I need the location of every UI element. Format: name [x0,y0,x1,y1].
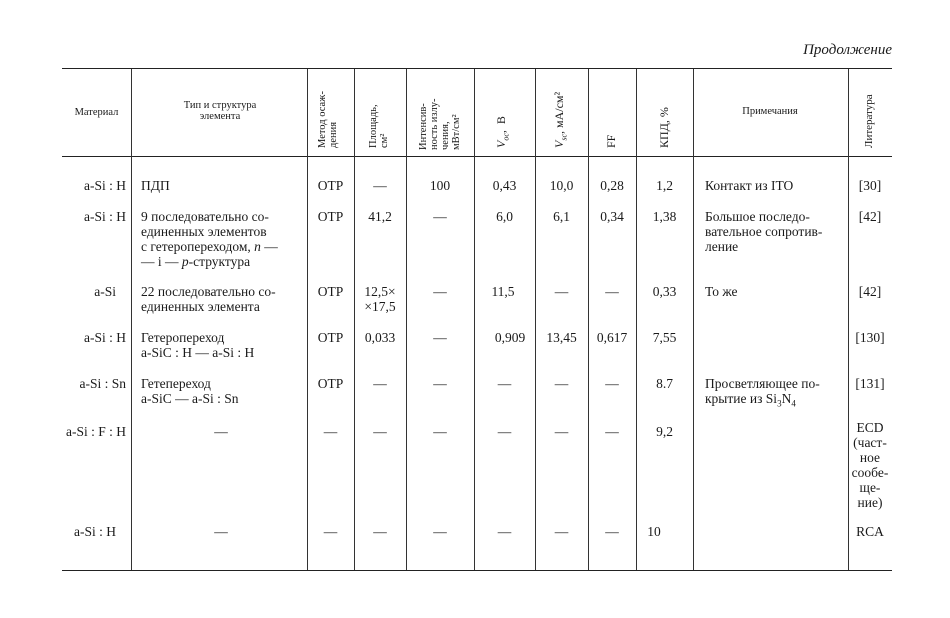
row2-type-line [141,254,278,269]
continued-label: Продолжение [803,42,892,58]
row3-area [354,284,406,314]
col-divider [406,69,407,570]
row2-notes-line: вательное сопротив- [705,224,823,239]
row2-type [141,209,278,269]
row2-ff: 0,34 [600,209,624,224]
row3-isc: — [554,284,569,299]
row5-notes-text: крытие из Si [705,391,778,406]
row5-voc: — [497,376,512,391]
row5-intensity: — [433,376,447,391]
header-material: Материал [74,107,119,118]
header-type-line: элемента [199,111,241,122]
row7-area: — [373,524,387,539]
header-intensity [418,98,462,150]
header-method-line: Метод осаж- [317,91,328,148]
header-vsc: $V_{sc}$, мА/см² [552,91,569,148]
row3-voc: 11,5 [491,284,515,299]
row5-notes-text: N [781,391,792,406]
row3-intensity: — [433,284,447,299]
row1-area: — [373,178,387,193]
header-ff: FF [604,134,618,148]
row2-type-line: 9 последовательно со- [141,209,269,224]
row5-type-line: Гетепереход [141,376,211,391]
bottom-rule [62,570,892,571]
row1-ff: 0,28 [600,178,624,193]
row7-material: a-Si : H [74,524,116,539]
col-divider [535,69,536,570]
row4-literature: [130] [855,330,885,345]
row1-efficiency: 1,2 [656,178,673,193]
row6-literature-line: ние) [857,495,883,510]
header-rule [62,156,892,157]
header-intensity-line: чения, [440,121,451,150]
row4-type [141,330,254,360]
header-area-line: Площадь, [368,104,379,148]
row3-notes: То же [705,284,738,299]
header-method-line: дения [328,121,339,148]
row7-efficiency: 10 [647,524,661,539]
header-area [368,104,390,148]
row2-type-text: с гетеропереходом, [141,239,255,254]
row5-type [141,376,239,406]
header-efficiency: КПД, % [657,107,671,148]
row1-isc: 10,0 [549,178,574,193]
row3-ff: — [605,284,619,299]
row6-literature-line: ное [859,450,881,465]
row5-ff: — [605,376,619,391]
row5-literature: [131] [855,376,885,391]
header-intensity-line: ность излу- [429,98,440,150]
col-divider [474,69,475,570]
row7-ff: — [605,524,619,539]
row2-material: a-Si : H [84,209,126,224]
row6-method: — [323,424,338,439]
row6-type: — [214,424,228,439]
row7-type: — [214,524,228,539]
row2-type-text: — i — [141,254,182,269]
row4-intensity: — [433,330,447,345]
row6-literature-line: ECD [856,420,884,435]
row3-method: ОТР [317,284,344,299]
row7-literature: RCA [856,524,884,539]
row4-voc: 0,909 [494,330,526,345]
row5-notes [705,376,820,412]
row2-intensity: — [433,209,447,224]
row2-isc: 6,1 [553,209,570,224]
row4-material: a-Si : H [84,330,126,345]
row2-type-text: p [181,254,189,269]
header-type-line: Тип и структура [183,100,257,111]
row5-method: ОТР [317,376,344,391]
row1-literature: [30] [858,178,882,193]
row5-material: a-Si : Sn [79,376,126,391]
row6-intensity: — [433,424,447,439]
row5-notes-text: 4 [791,398,796,409]
col-divider [693,69,694,570]
row5-notes-line: Просветляющее по- [705,376,820,391]
row5-type-line: a-SiC — a-Si : Sn [141,391,239,406]
header-notes: Примечания [742,106,798,117]
row6-literature-line: (част- [853,435,887,450]
col-divider [131,69,132,570]
row2-notes-line: Большое последо- [705,209,810,224]
top-rule [62,68,892,69]
row3-type [141,284,276,314]
row5-efficiency: 8.7 [656,376,673,391]
row2-notes [705,209,822,254]
header-method [317,91,339,148]
header-area-line: см² [379,133,390,148]
row5-area: — [373,376,387,391]
row6-literature-line: сообе- [851,465,889,480]
header-type [150,100,290,122]
row6-ff: — [605,424,619,439]
row4-type-line: a-SiC : H — a-Si : H [141,345,255,360]
row2-efficiency: 1,38 [652,209,677,224]
row4-type-line: Гетеропереход [141,330,225,345]
col-divider [588,69,589,570]
row2-voc: 6,0 [496,209,513,224]
row6-material: a-Si : F : H [65,424,126,439]
row6-literature [848,420,892,510]
row2-method: ОТР [317,209,344,224]
row3-efficiency: 0,33 [652,284,677,299]
col-divider [307,69,308,570]
row2-type-line: единенных элементов [141,224,267,239]
row3-type-line: единенных элемента [141,299,260,314]
row3-area-line: ×17,5 [364,299,396,314]
col-divider [354,69,355,570]
row6-voc: — [497,424,512,439]
row7-isc: — [554,524,569,539]
header-intensity-line: мВт/см² [451,114,462,150]
row2-type-line [141,239,278,254]
header-intensity-line: Интенсив- [418,103,429,150]
header-literature: Литература [863,94,875,148]
row1-method: ОТР [317,178,344,193]
row1-voc: 0,43 [492,178,517,193]
row5-notes-text: 3 [777,398,782,409]
row7-voc: — [497,524,512,539]
row3-type-line: 22 последовательно со- [141,284,276,299]
row1-material: a-Si : H [84,178,126,193]
row2-type-text: — [260,239,278,254]
row2-literature: [42] [858,209,882,224]
row7-intensity: — [433,524,447,539]
row4-area: 0,033 [364,330,396,345]
row6-isc: — [554,424,569,439]
row6-efficiency: 9,2 [656,424,673,439]
row4-method: ОТР [317,330,344,345]
row5-notes-line [705,391,820,412]
row1-intensity: 100 [429,178,451,193]
row5-isc: — [554,376,569,391]
row7-method: — [323,524,338,539]
row2-type-text: -структура [188,254,251,269]
row2-notes-line: ление [705,239,739,254]
row3-literature: [42] [858,284,882,299]
row4-ff: 0,617 [596,330,628,345]
row6-area: — [373,424,387,439]
row2-type-text: n [254,239,261,254]
col-divider [636,69,637,570]
row3-area-line: 12,5× [364,284,396,299]
row4-efficiency: 7,55 [652,330,677,345]
row1-notes: Контакт из ITO [705,178,794,193]
row6-literature-line: ще- [859,480,881,495]
row3-material: a-Si [94,284,116,299]
row2-area: 41,2 [368,209,392,224]
row1-type: ПДП [141,178,170,193]
header-voc: $V_{oc}$, В [494,116,511,148]
row4-isc: 13,45 [546,330,577,345]
